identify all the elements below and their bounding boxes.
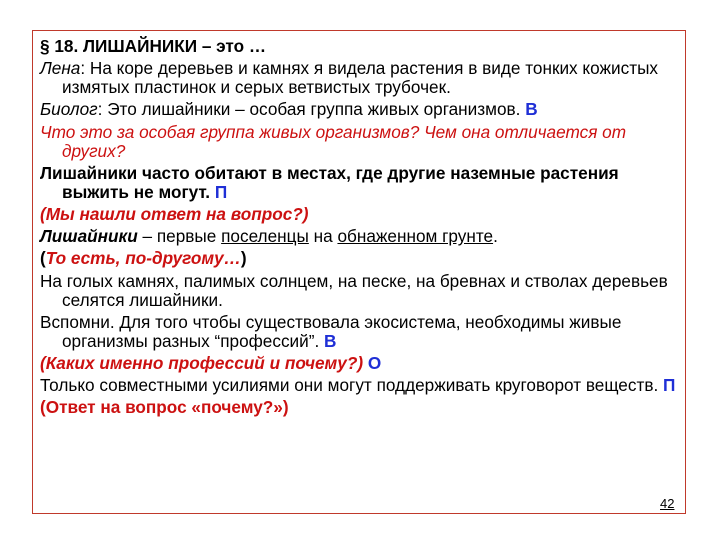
paren-open: ( <box>40 248 46 269</box>
question-found-answer: (Мы нашли ответ на вопрос?) <box>40 203 309 224</box>
pioneers-text-1: – первые <box>137 226 222 247</box>
speaker-lena: Лена <box>40 58 81 79</box>
cycle-text: Только совместными усилиями они могут поддерживать круговорот веществ. <box>40 375 659 396</box>
page-number: 42 <box>660 496 675 511</box>
term-lichens: Лишайники <box>40 226 138 247</box>
remember-text: Вспомни. Для того чтобы существовала экосистема, необходимы живые организмы разных “профессий”. <box>40 311 622 351</box>
paragraph-pioneers <box>40 227 680 246</box>
paragraph-habitat <box>40 164 680 202</box>
which-professions-text: (Каких именно профессий и почему?) <box>40 352 364 373</box>
section-heading: § 18. ЛИШАЙНИКИ – это … <box>40 36 267 56</box>
paragraph-which-professions <box>40 354 680 373</box>
paragraph-answer-why: (Ответ на вопрос «почему?») <box>40 397 289 418</box>
habitat-text: Лишайники часто обитают в местах, где другие наземные растения выжить не могут. <box>40 162 619 202</box>
paren-close: ) <box>240 248 247 269</box>
slide-content <box>40 37 680 420</box>
speaker-biolog: Биолог <box>40 99 98 120</box>
lena-text: : На коре деревьев и камнях я видела растения в виде тонких кожистых измятых пластинок и серых ветвистых трубочек. <box>62 58 659 98</box>
question-what-group: Что это за особая группа живых организмов? Чем она отличается от других? <box>40 121 627 161</box>
marker-v: В <box>525 99 538 120</box>
in-other-words-text: То есть, по-другому… <box>45 248 241 269</box>
marker-p-2: П <box>663 375 676 396</box>
paragraph-biolog <box>40 100 680 119</box>
paragraph-lena <box>40 59 680 97</box>
paragraph-in-other-words <box>40 249 680 268</box>
marker-o: О <box>367 352 382 373</box>
paragraph-remember <box>40 313 680 351</box>
marker-p: П <box>214 181 228 202</box>
underlined-bare-ground: обнаженном грунте <box>337 226 494 247</box>
marker-v-2: В <box>324 330 337 351</box>
underlined-settlers: поселенцы <box>221 226 309 247</box>
biolog-text: : Это лишайники – особая группа живых организмов. <box>97 99 521 120</box>
paragraph-stones: На голых камнях, палимых солнцем, на песке, на бревнах и стволах деревьев селятся лишайники. <box>40 270 668 310</box>
pioneers-text-2: на <box>308 226 338 247</box>
pioneers-text-3: . <box>493 226 498 247</box>
paragraph-cycle <box>40 376 680 395</box>
